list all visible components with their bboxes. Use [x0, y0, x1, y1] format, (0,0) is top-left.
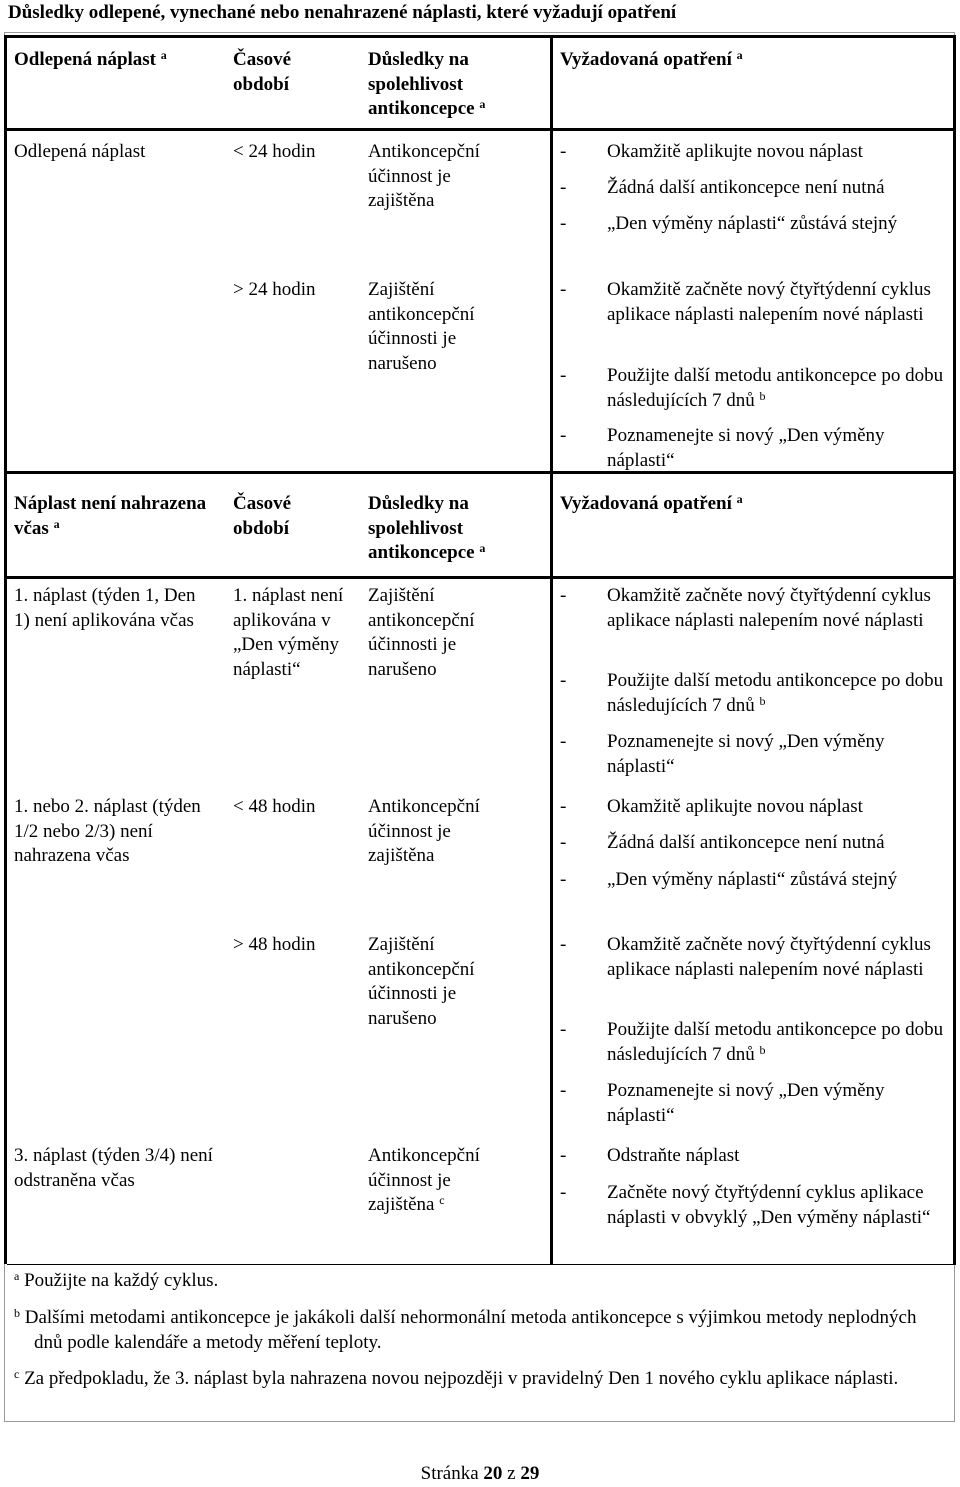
s1-row1-period: < 24 hodin	[233, 141, 316, 162]
s1-row1-effect: Antikoncepční účinnost je zajištěna	[368, 141, 480, 211]
header1-col4: Vyžadovaná opatření $^a$	[560, 48, 743, 70]
header1-col1: Odlepená náplast $^a$	[14, 48, 167, 70]
header1-col3: Důsledky na spolehlivost antikoncepce $^a$	[368, 49, 486, 119]
column-divider	[550, 35, 553, 1264]
s2-rowC-label: 3. náplast (týden 3/4) není odstraněna včas	[14, 1145, 213, 1191]
header2-col2: Časové období	[233, 493, 292, 539]
s2-rowB1-effect: Antikoncepční účinnost je zajištěna	[368, 796, 480, 866]
s1-row2-period: > 24 hodin	[233, 279, 316, 300]
footnote-a: $^a$ Použijte na každý cyklus.	[14, 1269, 219, 1291]
table-top-rule	[4, 35, 955, 38]
s2-rowB2-period: > 48 hodin	[233, 934, 316, 955]
table-bottom-rule	[7, 1264, 956, 1265]
s2-rowB-label: 1. nebo 2. náplast (týden 1/2 nebo 2/3) není nahrazena včas	[14, 796, 201, 866]
section2-header-bottom-rule	[4, 576, 955, 579]
s2-rowB2-effect: Zajištění antikoncepční účinnosti je narušeno	[368, 934, 475, 1029]
page-number: Stránka 20 z 29	[420, 1463, 540, 1484]
header1-col2: Časové období	[233, 49, 292, 95]
header-bottom-rule	[4, 128, 955, 131]
s2-rowA-effect: Zajištění antikoncepční účinnosti je narušeno	[368, 585, 475, 680]
footnote-c: $^c$ Za předpokladu, že 3. náplast byla nahrazena novou nejpozději v pravidelný Den 1 nového cyklu aplikace náplasti.	[14, 1367, 899, 1389]
s2-rowB1-period: < 48 hodin	[233, 796, 316, 817]
s2-rowC-effect: Antikoncepční účinnost je zajištěna $^c$	[368, 1145, 480, 1215]
table-title: Důsledky odlepené, vynechané nebo nenahrazené náplasti, které vyžadují opatření	[8, 2, 677, 23]
table-right-border	[953, 35, 956, 1264]
header2-col4: Vyžadovaná opatření $^a$	[560, 492, 743, 514]
s1-row2-effect: Zajištění antikoncepční účinnosti je narušeno	[368, 279, 475, 374]
footnote-b: $^b$ Dalšími metodami antikoncepce je jakákoli další nehormonální metoda antikoncepce s výjimkou metody neplodných dnů podle kalendáře a metody měření teploty.	[14, 1306, 917, 1353]
header2-col3: Důsledky na spolehlivost antikoncepce $^a$	[368, 493, 486, 563]
header2-col1: Náplast není nahrazena včas $^a$	[14, 493, 207, 539]
table-left-border	[4, 35, 7, 1264]
s2-rowA-label: 1. náplast (týden 1, Den 1) není aplikována včas	[14, 585, 196, 631]
s2-rowA-period: 1. náplast není aplikována v „Den výměny náplasti“	[233, 585, 344, 680]
s1-row-label: Odlepená náplast	[14, 141, 146, 162]
